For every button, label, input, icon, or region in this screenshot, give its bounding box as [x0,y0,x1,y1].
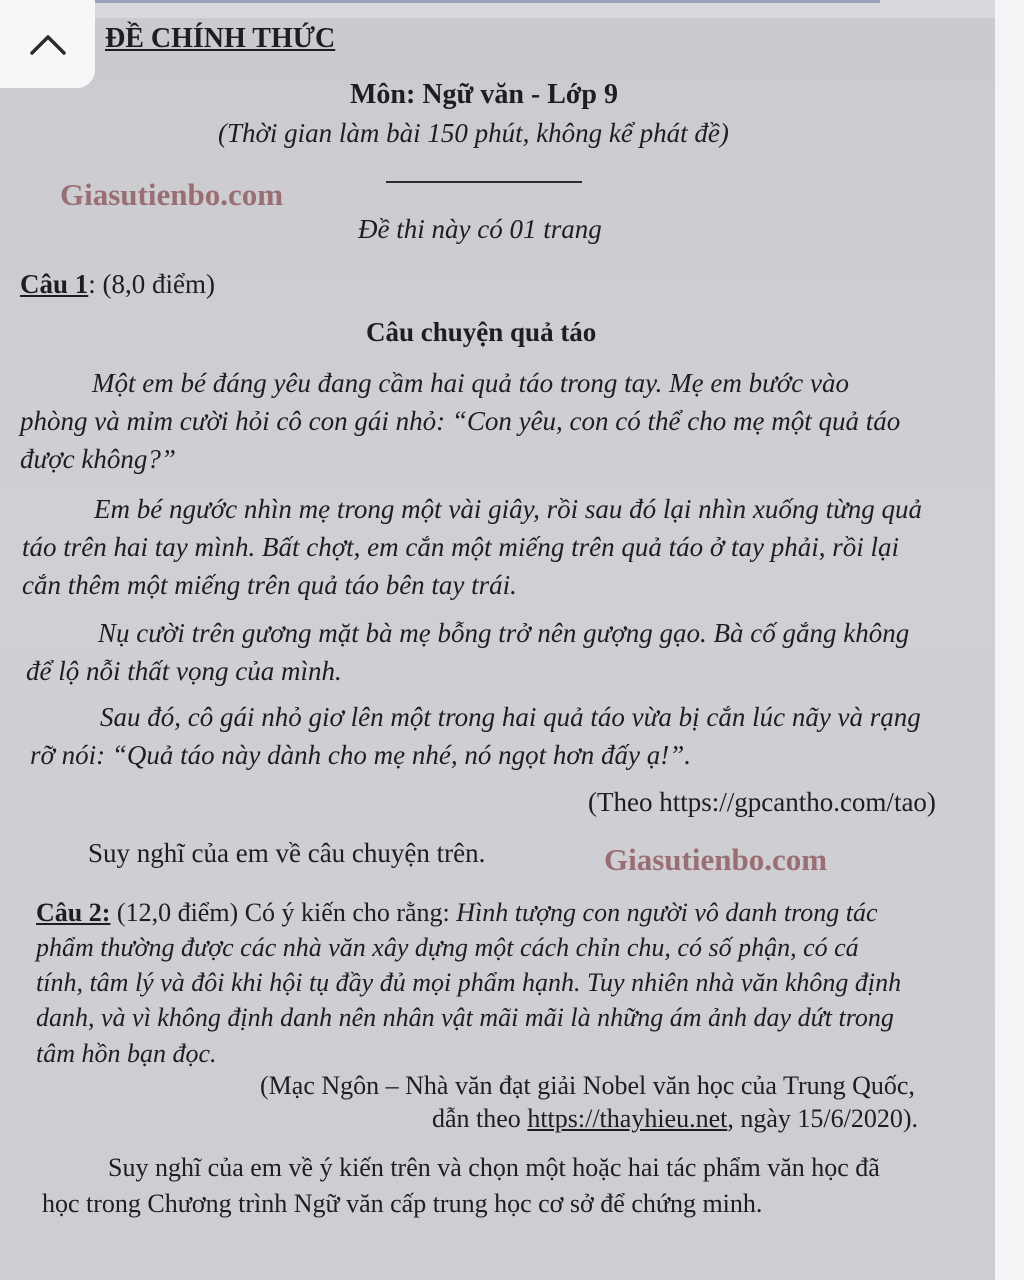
official-label: ĐỀ CHÍNH THỨC [105,23,336,54]
page-note: Đề thi này có 01 trang [358,214,602,244]
screen-right-margin [995,0,1024,1280]
attribution-prefix: dẫn theo [432,1104,528,1133]
story-line: được không?” [20,444,176,474]
story-line: Nụ cười trên gương mặt bà mẹ bỗng trở nên gượng gạo. Bà cố gắng không [98,618,910,648]
story-line: Em bé ngước nhìn mẹ trong một vài giây, rồi sau đó lại nhìn xuống từng quả [94,494,923,524]
story-source: (Theo https://gpcantho.com/tao) [588,787,936,817]
q1-heading [20,267,215,301]
collapse-button[interactable] [0,0,95,88]
story-line: để lộ nỗi thất vọng của mình. [26,656,342,686]
q1-label: Câu 1 [20,269,89,299]
q2-attribution-source [432,1102,918,1136]
q2-heading [36,896,878,930]
story-line: phòng và mỉm cười hỏi cô con gái nhỏ: “Con yêu, con có thể cho mẹ một quả táo [20,406,901,436]
story-line: táo trên hai tay mình. Bất chợt, em cắn một miếng trên quả táo ở tay phải, rồi lại [22,532,899,562]
story-line: cắn thêm một miếng trên quả táo bên tay trái. [22,570,517,600]
header-divider [386,181,582,183]
q2-task-line: Suy nghĩ của em về ý kiến trên và chọn một hoặc hai tác phẩm văn học đã [108,1153,880,1182]
q2-attribution: (Mạc Ngôn – Nhà văn đạt giải Nobel văn học của Trung Quốc, [260,1071,915,1100]
q2-quote-line: phẩm thường được các nhà văn xây dựng một cách chỉn chu, có số phận, có cá [36,933,859,962]
subject-title: Môn: Ngữ văn - Lớp 9 [350,79,618,110]
q2-quote-line: danh, và vì không định danh nên nhân vật mãi mãi là những ám ảnh day dứt trong [36,1003,894,1032]
time-note: (Thời gian làm bài 150 phút, không kể phát đề) [218,118,729,148]
story-title: Câu chuyện quả táo [366,317,597,347]
story-line: rỡ nói: “Quả táo này dành cho mẹ nhé, nó ngọt hơn đấy ạ!”. [30,740,692,770]
q1-prompt: Suy nghĩ của em về câu chuyện trên. [88,838,486,868]
attribution-date: , ngày 15/6/2020). [727,1104,918,1133]
q2-quote-start: Hình tượng con người vô danh trong tác [456,898,878,927]
source-link[interactable]: https://thayhieu.net [527,1104,728,1133]
watermark-middle: Giasutienbo.com [604,842,828,877]
q2-quote-line: tâm hồn bạn đọc. [36,1039,217,1068]
q1-points: : (8,0 điểm) [88,269,215,299]
top-progress-bar [95,0,880,3]
q2-task-line: học trong Chương trình Ngữ văn cấp trung học cơ sở để chứng minh. [42,1189,763,1218]
chevron-up-icon [28,31,68,57]
q2-quote-line: tính, tâm lý và đôi khi hội tụ đầy đủ mọi phẩm hạnh. Tuy nhiên nhà văn không định [36,968,902,997]
story-line: Một em bé đáng yêu đang cầm hai quả táo trong tay. Mẹ em bước vào [92,368,849,398]
q2-points: (12,0 điểm) Có ý kiến cho rằng: [110,898,457,927]
story-line: Sau đó, cô gái nhỏ giơ lên một trong hai quả táo vừa bị cắn lúc nãy và rạng [100,702,921,732]
q2-label: Câu 2: [36,898,111,927]
watermark-top: Giasutienbo.com [60,177,284,212]
